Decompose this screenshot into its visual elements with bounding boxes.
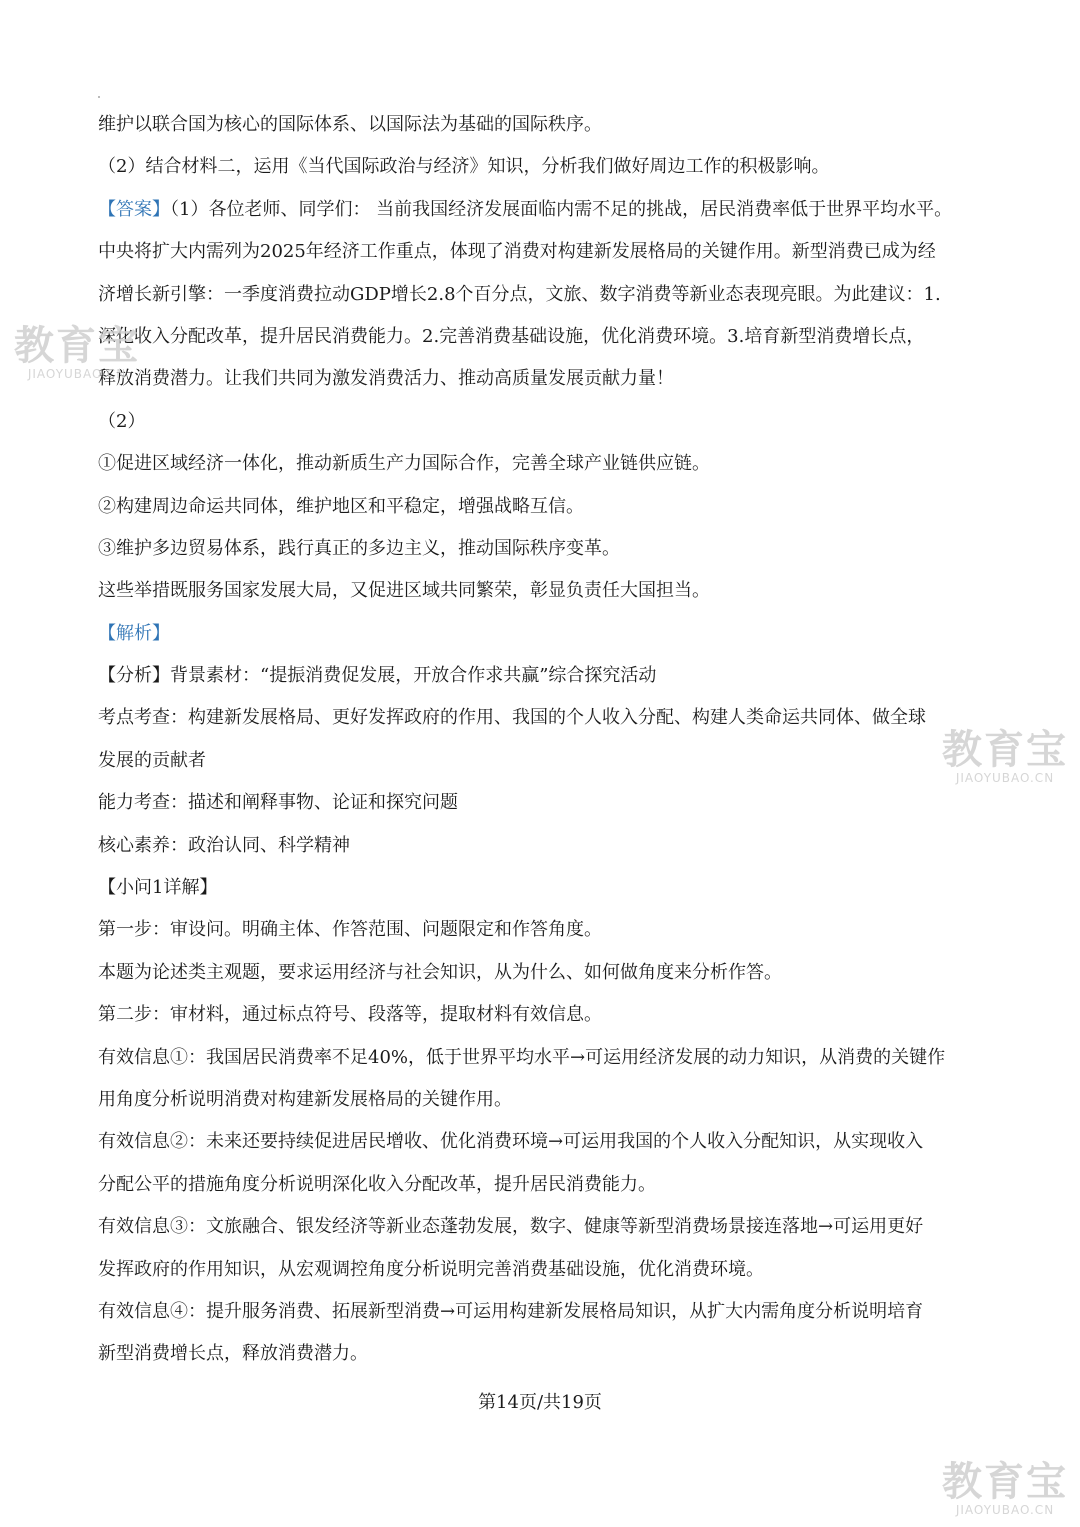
line-text: 新型消费增长点，释放消费潜力。 (98, 1343, 368, 1365)
text-line (98, 782, 988, 824)
line-text: 【小问1详解】 (98, 877, 218, 899)
text-line (98, 104, 988, 146)
line-text: 本题为论述类主观题，要求运用经济与社会知识，从为什么、如何做角度来分析作答。 (98, 961, 782, 983)
line-text: 这些举措既服务国家发展大局，又促进区域共同繁荣，彰显负责任大国担当。 (98, 580, 710, 602)
text-line (98, 570, 988, 612)
text-line (98, 486, 988, 528)
line-text: 中央将扩大内需列为2025年经济工作重点，体现了消费对构建新发展格局的关键作用。新型消费已成为经 (98, 241, 936, 263)
line-text: 第一步：审设问。明确主体、作答范围、问题限定和作答角度。 (98, 919, 602, 941)
text-line (98, 1079, 988, 1121)
text-line (98, 274, 988, 316)
line-text: 核心素养：政治认同、科学精神 (98, 834, 350, 856)
line-text: 第二步：审材料，通过标点符号、段落等，提取材料有效信息。 (98, 1004, 602, 1026)
line-text: 有效信息①：我国居民消费率不足40%，低于世界平均水平→可运用经济发展的动力知识，从消费的关键作 (98, 1046, 946, 1068)
text-line (98, 1121, 988, 1163)
text-line (98, 740, 988, 782)
watermark-logo (14, 323, 140, 381)
text-line (98, 401, 988, 443)
line-text: 【分析】背景素材：“提振消费促发展，开放合作求共赢”综合探究活动 (98, 665, 657, 687)
line-text: 用角度分析说明消费对构建新发展格局的关键作用。 (98, 1088, 512, 1110)
line-text: 考点考查：构建新发展格局、更好发挥政府的作用、我国的个人收入分配、构建人类命运共同体、做全球 (98, 707, 926, 729)
watermark-url: JIAOYUBAO.CN (955, 1503, 1055, 1517)
text-line (98, 1333, 988, 1375)
line-text: 济增长新引擎：一季度消费拉动GDP增长2.8个百分点，文旅、数字消费等新业态表现亮眼。为此建议：1. (98, 283, 941, 305)
watermark-text: 教育宝 (942, 727, 1068, 773)
text-line (98, 358, 988, 400)
line-text: （1）各位老师、同学们： 当前我国经济发展面临内需不足的挑战，居民消费率低于世界平均水平。 (170, 198, 953, 220)
line-text: ③维护多边贸易体系，践行真正的多边主义，推动国际秩序变革。 (98, 537, 620, 559)
watermark-logo (942, 727, 1068, 785)
line-text: ②构建周边命运共同体，维护地区和平稳定，增强战略互信。 (98, 495, 584, 517)
line-text: 深化收入分配改革，提升居民消费能力。2.完善消费基础设施，优化消费环境。3.培育新型消费增长点， (98, 325, 925, 347)
section-tag: 【答案】 (98, 198, 170, 220)
text-line (98, 909, 988, 951)
line-text: 释放消费潜力。让我们共同为激发消费活力、推动高质量发展贡献力量！ (98, 368, 674, 390)
line-text: 有效信息③：文旅融合、银发经济等新业态蓬勃发展，数字、健康等新型消费场景接连落地→可运用更好 (98, 1216, 924, 1238)
text-line (98, 697, 988, 739)
text-line (98, 231, 988, 273)
text-line (98, 994, 988, 1036)
text-line (98, 1291, 988, 1333)
document-body (98, 104, 988, 1376)
line-text: 有效信息②：未来还要持续促进居民增收、优化消费环境→可运用我国的个人收入分配知识，从实现收入 (98, 1131, 924, 1153)
text-line (98, 1164, 988, 1206)
line-text: 有效信息④：提升服务消费、拓展新型消费→可运用构建新发展格局知识，从扩大内需角度分析说明培育 (98, 1300, 924, 1322)
text-line (98, 825, 988, 867)
line-text: 分配公平的措施角度分析说明深化收入分配改革，提升居民消费能力。 (98, 1173, 656, 1195)
text-line (98, 1037, 988, 1079)
watermark-text: 教育宝 (14, 323, 140, 369)
line-text: （2）结合材料二，运用《当代国际政治与经济》知识，分析我们做好周边工作的积极影响。 (98, 156, 830, 178)
page-footer: 第14页/共19页 (478, 1392, 602, 1413)
watermark-url: JIAOYUBAO.CN (955, 771, 1055, 785)
line-text: 发展的贡献者 (98, 749, 206, 771)
page-mark (98, 96, 100, 98)
text-line (98, 189, 988, 231)
watermark-text: 教育宝 (942, 1459, 1068, 1505)
text-line (98, 1206, 988, 1248)
watermark-logo (942, 1459, 1068, 1517)
text-line (98, 952, 988, 994)
text-line (98, 443, 988, 485)
section-tag: 【解析】 (98, 622, 170, 644)
text-line (98, 613, 988, 655)
text-line (98, 146, 988, 188)
text-line (98, 655, 988, 697)
text-line (98, 867, 988, 909)
text-line (98, 316, 988, 358)
line-text: （2） (98, 410, 146, 432)
text-line (98, 1249, 988, 1291)
line-text: 能力考查：描述和阐释事物、论证和探究问题 (98, 792, 458, 814)
line-text: ①促进区域经济一体化，推动新质生产力国际合作，完善全球产业链供应链。 (98, 453, 710, 475)
watermark-url: JIAOYUBAO.CN (27, 367, 127, 381)
text-line (98, 528, 988, 570)
line-text: 维护以联合国为核心的国际体系、以国际法为基础的国际秩序。 (98, 114, 602, 135)
line-text: 发挥政府的作用知识，从宏观调控角度分析说明完善消费基础设施，优化消费环境。 (98, 1258, 764, 1280)
